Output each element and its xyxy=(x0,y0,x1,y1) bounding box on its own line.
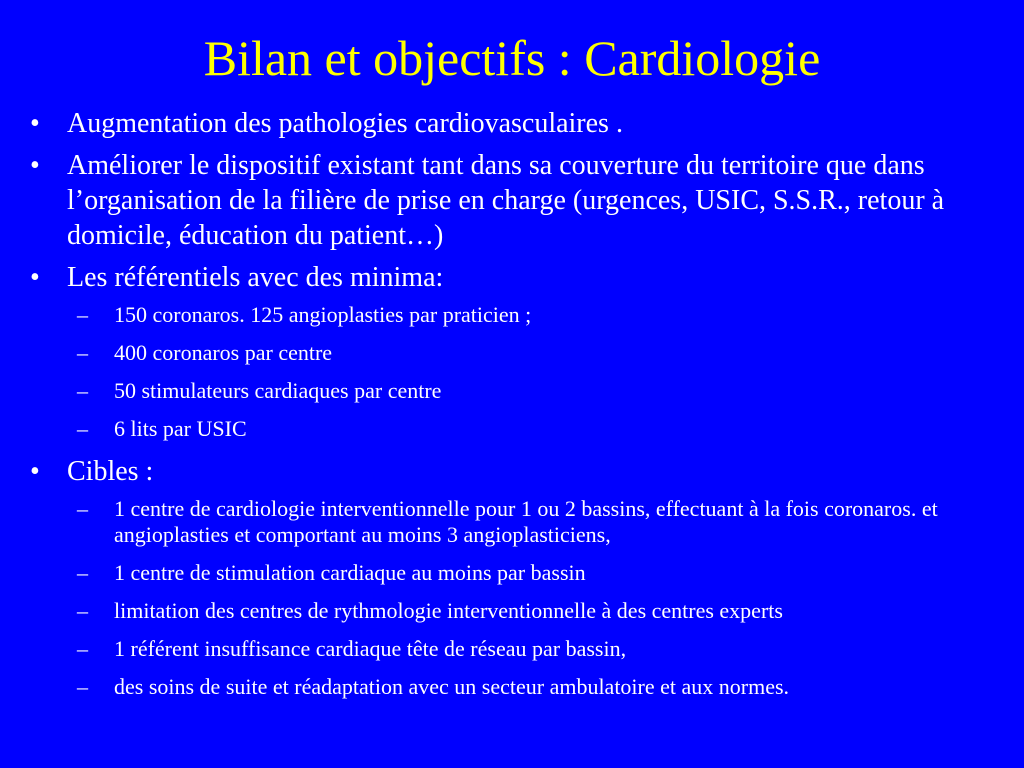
sub-item xyxy=(30,302,995,328)
bullet-item xyxy=(30,260,995,295)
sub-item-text: 6 lits par USIC xyxy=(114,416,247,441)
sub-item xyxy=(30,598,995,624)
dash-icon: – xyxy=(77,340,88,365)
dash-icon: – xyxy=(77,416,88,441)
slide-content xyxy=(30,106,995,712)
sub-item-text: 150 coronaros. 125 angioplasties par praticien ; xyxy=(114,302,532,327)
bullet-icon: • xyxy=(30,262,40,293)
bullet-icon: • xyxy=(30,108,40,139)
dash-icon: – xyxy=(77,636,88,661)
bullet-text: Augmentation des pathologies cardiovasculaires . xyxy=(67,108,623,139)
bullet-text: Améliorer le dispositif existant tant dans sa couverture du territoire que dans l’organisation de la filière de prise en charge (urgences, USIC, S.S.R., retour à domicile, éducation du patient…) xyxy=(67,150,945,251)
sub-item xyxy=(30,674,995,700)
sub-item xyxy=(30,378,995,404)
sub-item-text: limitation des centres de rythmologie interventionnelle à des centres experts xyxy=(114,598,783,623)
dash-icon: – xyxy=(77,302,88,327)
slide-title: Bilan et objectifs : Cardiologie xyxy=(203,30,821,86)
sub-item xyxy=(30,636,995,662)
bullet-icon: • xyxy=(30,150,40,181)
dash-icon: – xyxy=(77,378,88,403)
dash-icon: – xyxy=(77,496,88,521)
bullet-icon: • xyxy=(30,456,40,487)
bullet-text: Les référentiels avec des minima: xyxy=(67,262,444,293)
sub-item-text: 1 centre de cardiologie interventionnelle pour 1 ou 2 bassins, effectuant à la fois coronaros. et angioplasties et comportant au moins 3 angioplasticiens, xyxy=(114,496,938,547)
sub-item-text: des soins de suite et réadaptation avec un secteur ambulatoire et aux normes. xyxy=(114,674,790,699)
sub-item-text: 400 coronaros par centre xyxy=(114,340,333,365)
sub-item xyxy=(30,496,995,548)
bullet-item xyxy=(30,454,995,489)
sub-item-text: 1 référent insuffisance cardiaque tête de réseau par bassin, xyxy=(114,636,627,661)
sub-item-text: 50 stimulateurs cardiaques par centre xyxy=(114,378,442,403)
bullet-item xyxy=(30,106,995,141)
sub-item xyxy=(30,416,995,442)
sub-item xyxy=(30,340,995,366)
sub-item-text: 1 centre de stimulation cardiaque au moins par bassin xyxy=(114,560,586,585)
dash-icon: – xyxy=(77,674,88,699)
bullet-item xyxy=(30,148,995,253)
sub-list xyxy=(30,496,995,700)
sub-item xyxy=(30,560,995,586)
bullet-text: Cibles : xyxy=(67,456,154,487)
sub-list xyxy=(30,302,995,442)
dash-icon: – xyxy=(77,560,88,585)
dash-icon: – xyxy=(77,598,88,623)
